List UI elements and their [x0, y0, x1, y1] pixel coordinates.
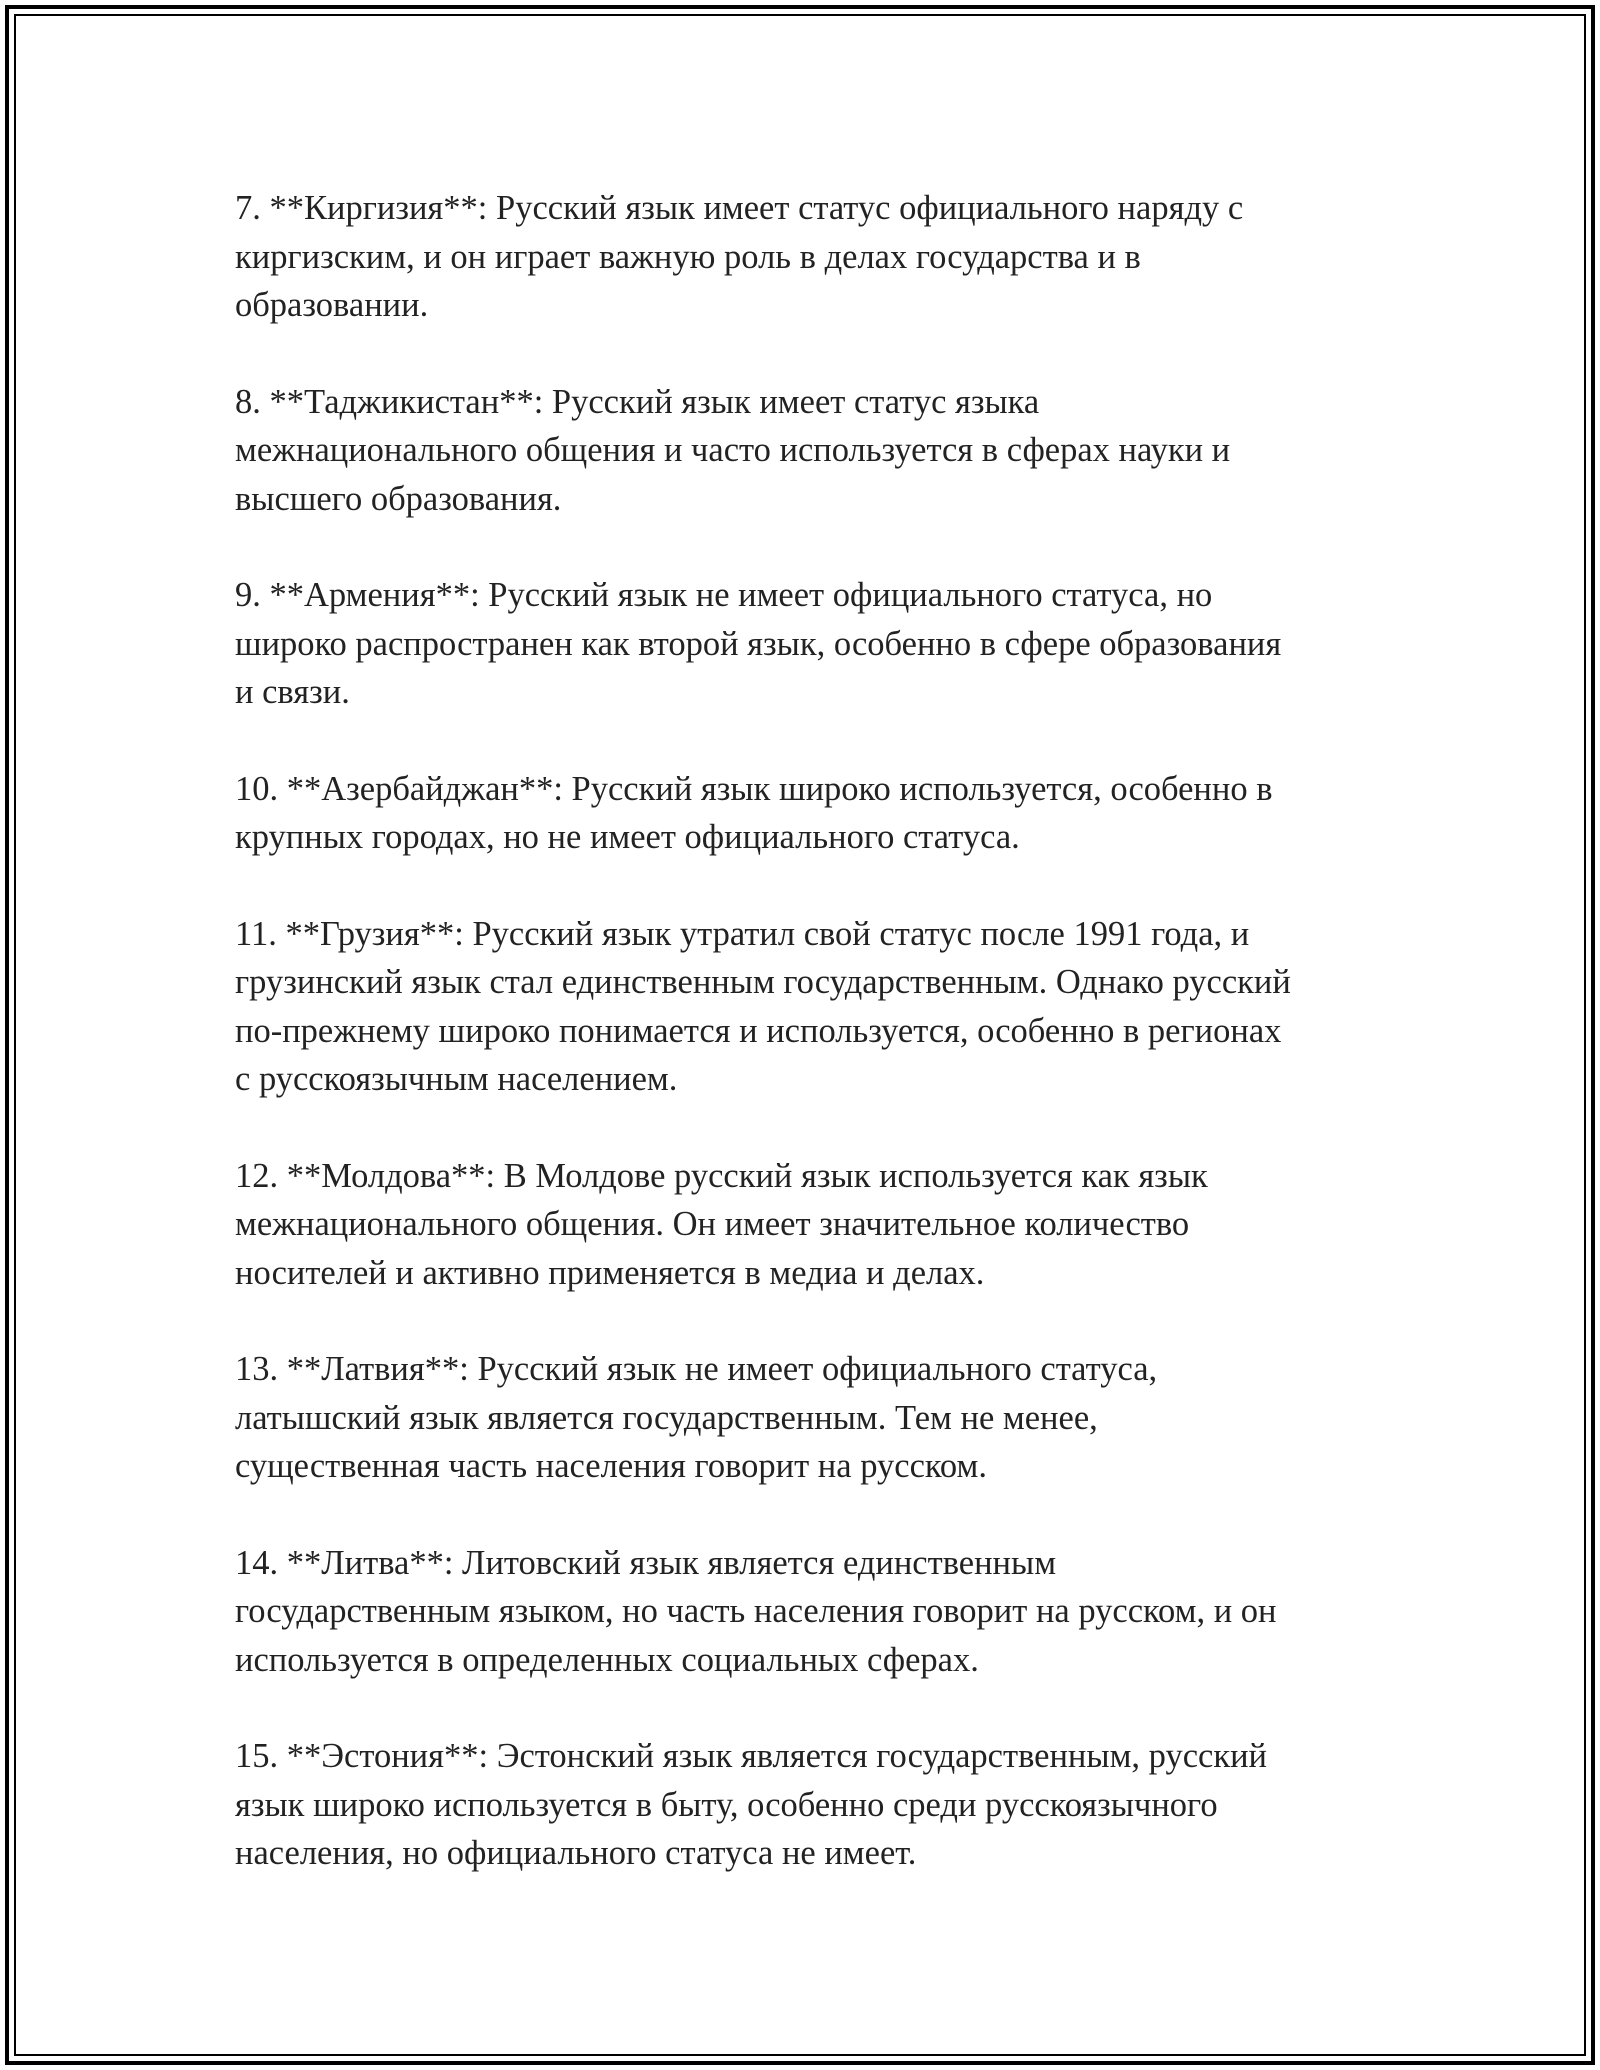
paragraph-moldova: 12. **Молдова**: В Молдове русский язык используется как язык межнационального общения. Он имеет значительное количество носителей и активно применяется в медиа и делах.	[235, 1156, 1208, 1292]
paragraph-latvia: 13. **Латвия**: Русский язык не имеет официального статуса, латышский язык является государственным. Тем не менее, существенная часть населения говорит на русском.	[235, 1350, 1158, 1485]
paragraph-kyrgyzstan: 7. **Киргизия**: Русский язык имеет статус официального наряду с киргизским, и он играет важную роль в делах государства и в образовании.	[235, 189, 1244, 324]
paragraph-tajikistan: 8. **Таджикистан**: Русский язык имеет статус языка межнационального общения и часто используется в сферах науки и высшего образования.	[235, 382, 1231, 518]
paragraph-georgia: 11. **Грузия**: Русский язык утратил свой статус после 1991 года, и грузинский язык стал единственным государственным. Однако русский по-прежнему широко понимается и используется, особенно в регионах с русскоязычным населением.	[235, 914, 1291, 1098]
paragraph-azerbaijan: 10. **Азербайджан**: Русский язык широко используется, особенно в крупных городах, но не имеет официального статуса.	[235, 769, 1273, 856]
paragraph-estonia: 15. **Эстония**: Эстонский язык является государственным, русский язык широко используется в быту, особенно среди русскоязычного населения, но официального статуса не имеет.	[235, 1737, 1268, 1872]
document-body	[235, 184, 1375, 1926]
paragraph-lithuania: 14. **Литва**: Литовский язык является единственным государственным языком, но часть населения говорит на русском, и он используется в определенных социальных сферах.	[235, 1543, 1277, 1679]
paragraph-armenia: 9. **Армения**: Русский язык не имеет официального статуса, но широко распространен как второй язык, особенно в сфере образования и связи.	[235, 576, 1282, 711]
